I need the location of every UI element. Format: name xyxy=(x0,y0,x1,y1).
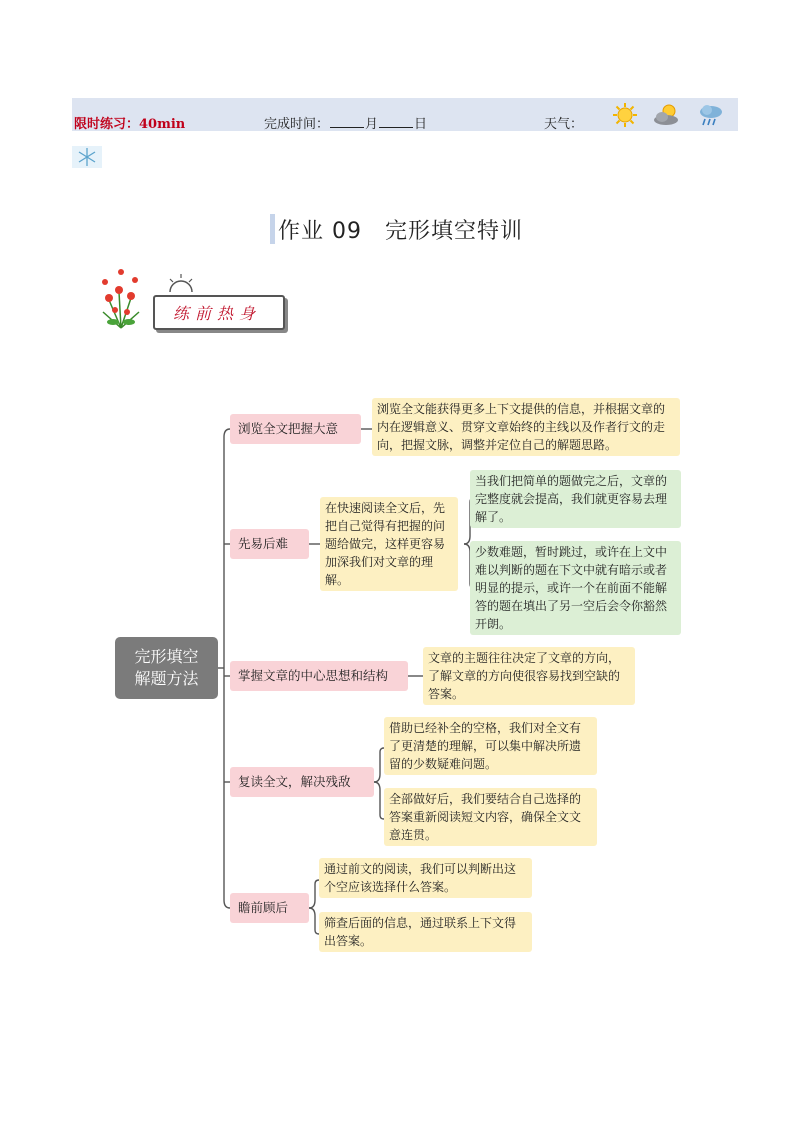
branch-browse-full-text: 浏览全文把握大意 xyxy=(230,414,361,444)
mindmap-root-label: 完形填空解题方法 xyxy=(134,647,199,688)
note-easy-first-1: 当我们把简单的题做完之后，文章的完整度就会提高，我们就更容易去理解了。 xyxy=(470,470,681,528)
warmup-label: 练前热身 xyxy=(172,304,261,323)
note-main-idea-structure: 文章的主题往往决定了文章的方向，了解文章的方向使很容易找到空缺的答案。 xyxy=(423,647,635,705)
note-look-around-2: 筛查后面的信息，通过联系上下文得出答案。 xyxy=(319,912,532,952)
branch-look-around: 瞻前顾后 xyxy=(230,893,309,923)
note-reread-2: 全部做好后，我们要结合自己选择的答案重新阅读短文内容，确保全文文意连贯。 xyxy=(384,788,597,846)
branch-main-idea-structure: 掌握文章的中心思想和结构 xyxy=(230,661,408,691)
note-look-around-1: 通过前文的阅读，我们可以判断出这个空应该选择什么答案。 xyxy=(319,858,532,898)
page-title: 作业 09 完形填空特训 xyxy=(278,219,523,244)
mindmap-root xyxy=(115,637,218,699)
note-easy-first-2: 少数难题，暂时跳过，或许在上文中难以判断的题在下文中就有暗示或者明显的提示，或许一个在前面不能解答的题在填出了另一空后会令你豁然开朗。 xyxy=(470,541,681,635)
weather-label: 天气： xyxy=(544,117,584,132)
note-easy-first-main: 在快速阅读全文后，先把自己觉得有把握的问题给做完，这样更容易加深我们对文章的理解。 xyxy=(320,497,458,591)
finish-time-label: 完成时间： xyxy=(264,117,330,132)
note-browse-full-text: 浏览全文能获得更多上下文提供的信息，并根据文章的内在逻辑意义、贯穿文章始终的主线以及作者行文的走向，把握文脉，调整并定位自己的解题思路。 xyxy=(372,398,680,456)
time-limit-text: 限时练习：40min xyxy=(74,117,186,132)
day-label: 日 xyxy=(414,117,428,132)
branch-reread: 复读全文，解决残敌 xyxy=(230,767,374,797)
note-reread-1: 借助已经补全的空格，我们对全文有了更清楚的理解，可以集中解决所遗留的少数疑难问题。 xyxy=(384,717,597,775)
branch-easy-first: 先易后难 xyxy=(230,529,309,559)
month-label: 月 xyxy=(365,117,379,132)
